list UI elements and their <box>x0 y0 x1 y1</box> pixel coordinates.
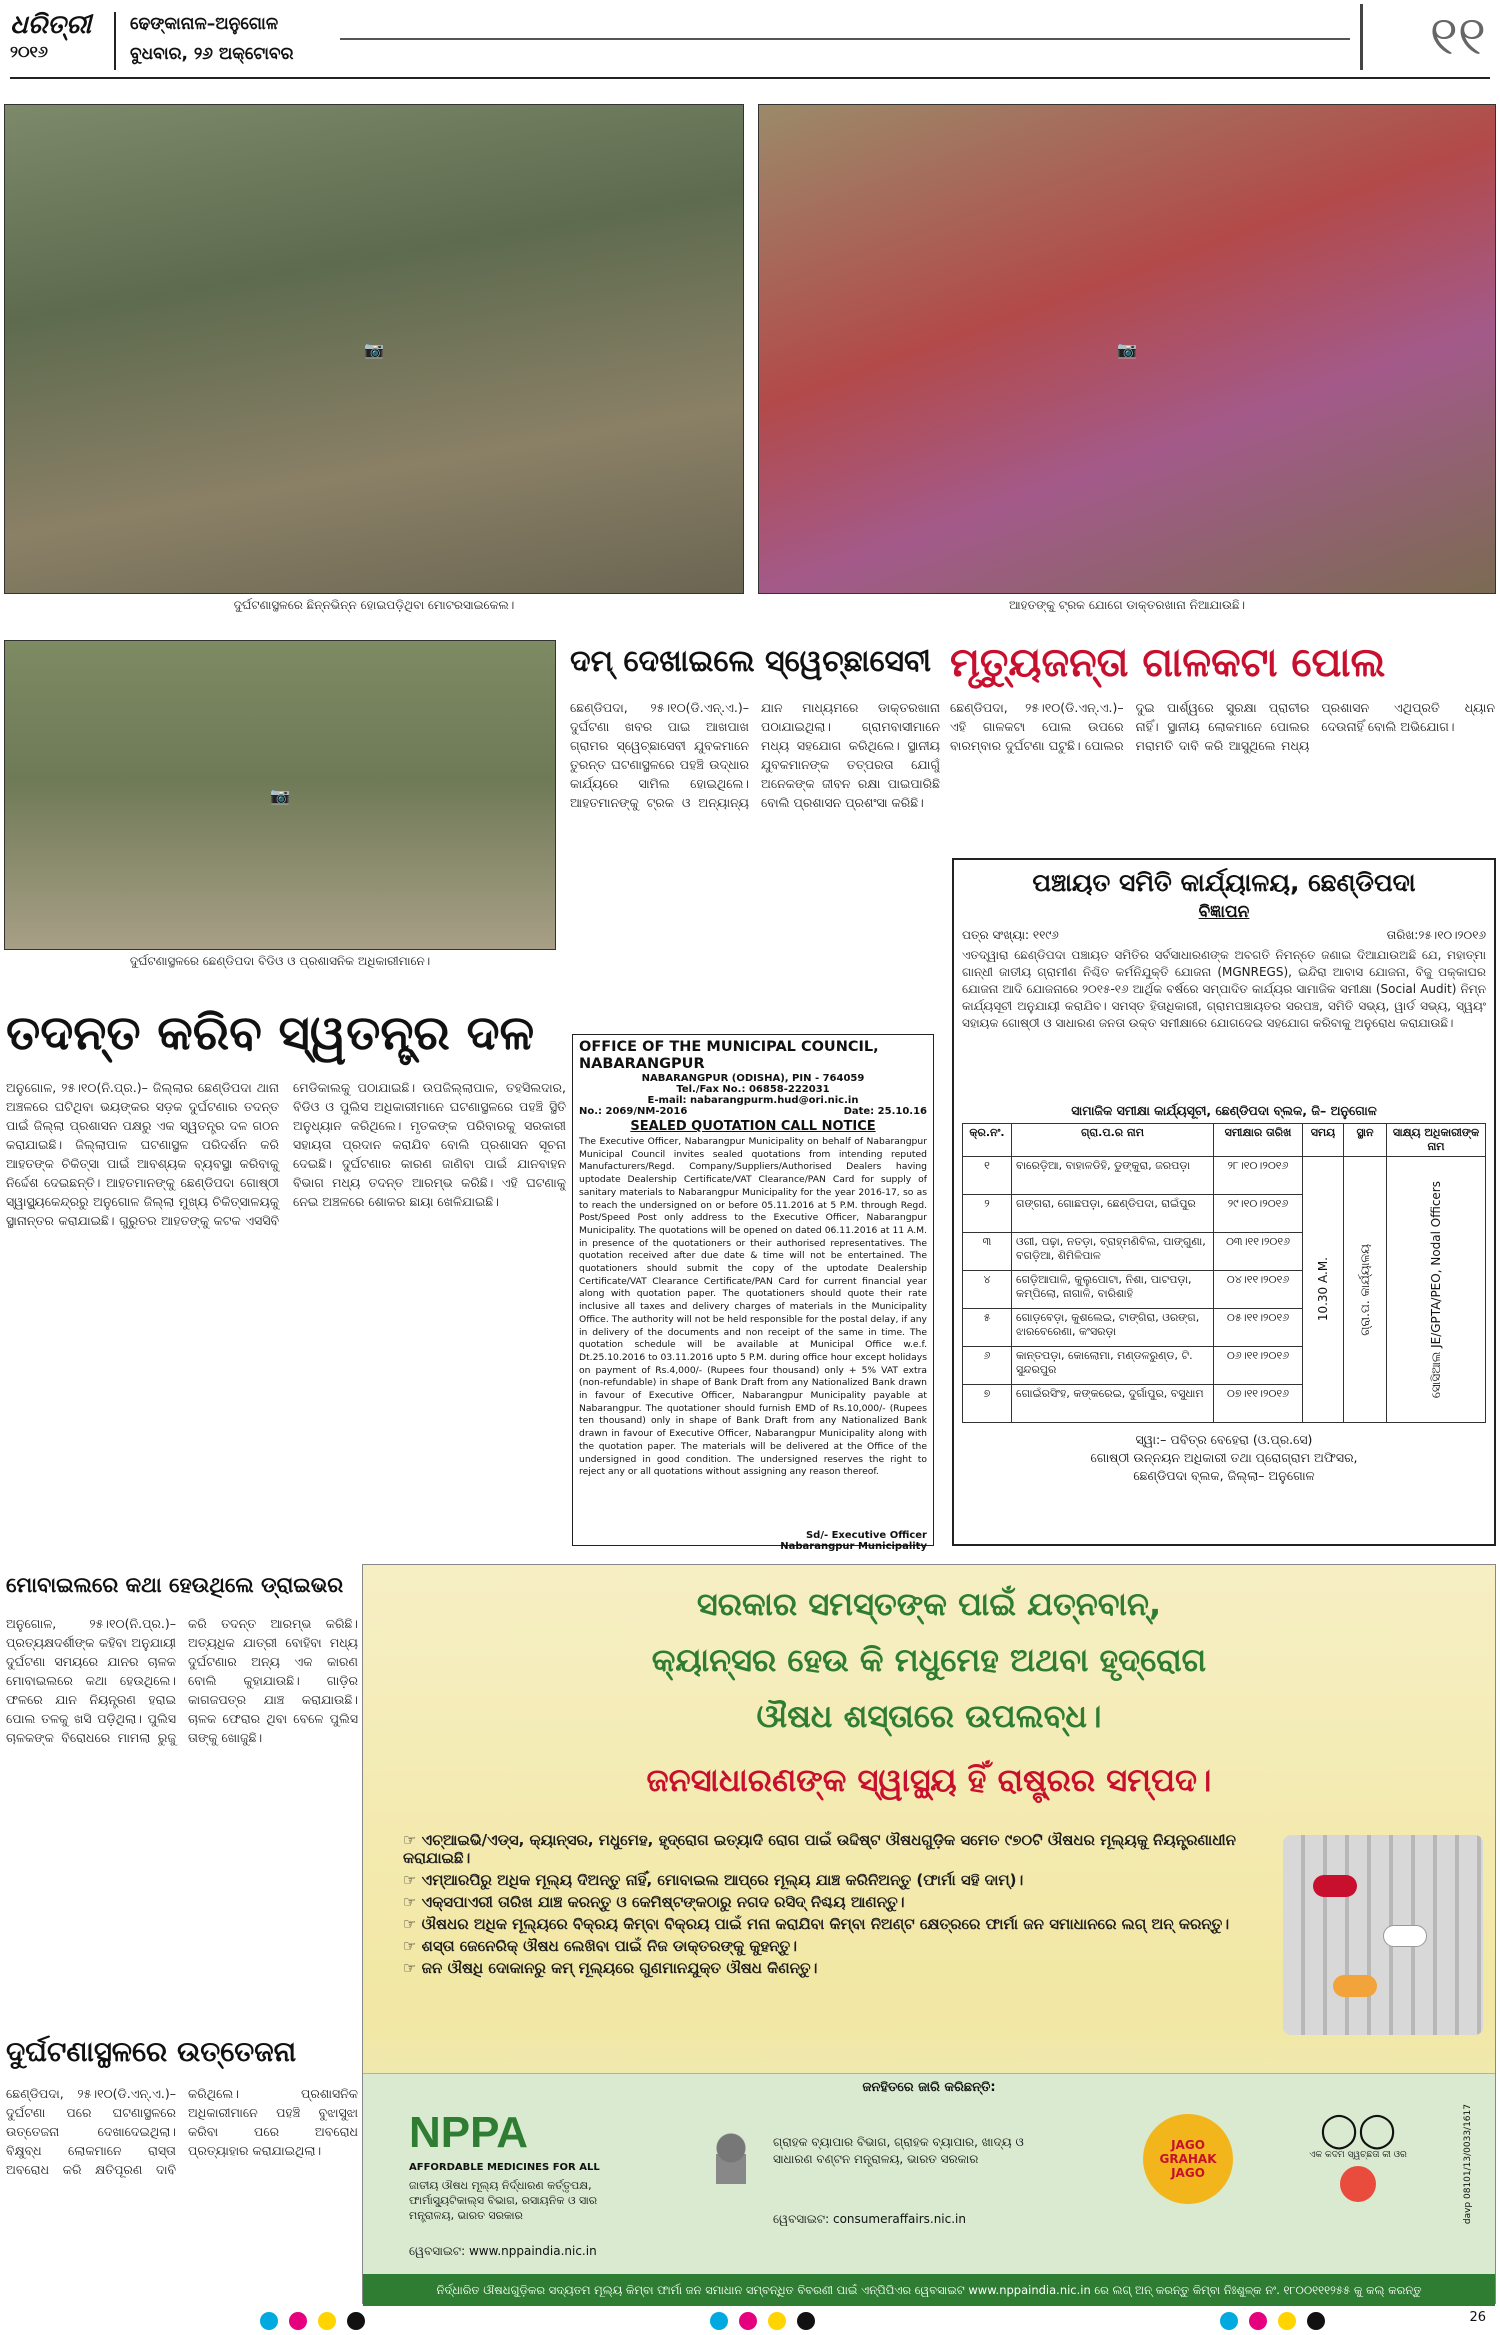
table-row <box>963 1157 1486 1195</box>
ad-bullet-text: ଔଷଧର ଅଧିକ ମୂଲ୍ୟରେ ବିକ୍ରୟ କିମ୍ବା ବିକ୍ରୟ ପାଇଁ ମନା କରାଯିବା କିମ୍ବା ନିଅଣ୍ଟ କ୍ଷେତ୍ରରେ ଫାର୍ମା ଜନ ସମାଧାନରେ ଲଗ୍ ଅନ୍ କରନ୍ତୁ। <box>421 1915 1230 1933</box>
magenta-swatch <box>739 2312 757 2330</box>
magenta-swatch <box>289 2312 307 2330</box>
place-value: ଗ୍ରା.ପ. କାର୍ଯ୍ୟାଳୟ <box>1358 1243 1372 1336</box>
ad-issuer-panel <box>363 2073 1495 2305</box>
photo2-caption: ଆହତଙ୍କୁ ଟ୍ରକ ଯୋଗେ ଡାକ୍ତରଖାନା ନିଆଯାଉଛି। <box>1008 598 1245 612</box>
probe-body: ଅନୁଗୋଳ, ୨୫।୧୦(ନି.ପ୍ର.)– ଜିଲ୍ଲାର ଛେଣ୍ଡିପଦା ଥାନା ଅଞ୍ଚଳରେ ଘଟିଥିବା ଭୟଙ୍କର ସଡ଼କ ଦୁର୍ଘଟଣାର ତଦନ୍ତ ପାଇଁ ଜିଲ୍ଲା ପ୍ରଶାସନ ପକ୍ଷରୁ ଏକ ସ୍ୱତନ୍ତ୍ର ଦଳ ଗଠନ କରାଯାଇଛି। ଜିଲ୍ଲାପାଳ ଘଟଣାସ୍ଥଳ ପରିଦର୍ଶନ କରି ଆହତଙ୍କ ଚିକିତ୍ସା ପାଇଁ ଆବଶ୍ୟକ ବ୍ୟବସ୍ଥା କରିବାକୁ ନିର୍ଦ୍ଦେଶ ଦେଇଛନ୍ତି। ଆହତମାନଙ୍କୁ ଛେଣ୍ଡିପଦା ଗୋଷ୍ଠୀ ସ୍ୱାସ୍ଥ୍ୟକେନ୍ଦ୍ରରୁ ଅନୁଗୋଳ ଜିଲ୍ଲା ମୁଖ୍ୟ ଚିକିତ୍ସାଳୟକୁ ସ୍ଥାନାନ୍ତର କରାଯାଇଛି। ଗୁରୁତର ଆହତଙ୍କୁ କଟକ ଏସସିବି ମେଡିକାଲକୁ ପଠାଯାଇଛି। ଉପଜିଲ୍ଲାପାଳ, ତହସିଲଦାର, ବିଡିଓ ଓ ପୁଲିସ ଅଧିକାରୀମାନେ ଘଟଣାସ୍ଥଳରେ ପହଞ୍ଚି ସ୍ଥିତି ଅନୁଧ୍ୟାନ କରିଥିଲେ। ମୃତକଙ୍କ ପରିବାରକୁ ସରକାରୀ ସହାୟତା ପ୍ରଦାନ କରାଯିବ ବୋଲି ପ୍ରଶାସନ ସୂଚନା ଦେଇଛି। ଦୁର୍ଘଟଣାର କାରଣ ଜାଣିବା ପାଇଁ ଯାନବାହନ ବିଭାଗ ମଧ୍ୟ ତଦନ୍ତ ଆରମ୍ଭ କରିଛି। ଏହି ଘଟଣାକୁ ନେଇ ଅଞ୍ଚଳରେ ଶୋକର ଛାୟା ଖେଳିଯାଇଛି। <box>6 1080 566 1228</box>
place-cell <box>1344 1157 1387 1423</box>
masthead-logo <box>10 8 110 74</box>
ad-bullet-text: ଶସ୍ତା ଜେନେରିକ୍ ଔଷଧ ଲେଖିବା ପାଇଁ ନିଜ ଡାକ୍ତରଙ୍କୁ କୁହନ୍ତୁ। <box>421 1937 797 1955</box>
col-place: ସ୍ଥାନ <box>1344 1124 1387 1157</box>
logo-text: ଧରିତ୍ରୀ <box>10 10 92 40</box>
pill-icon <box>1313 1875 1357 1897</box>
municipal-email: E-mail: nabarangpurm.hud@ori.nic.in <box>647 1095 859 1106</box>
color-registration-marks <box>710 2312 821 2334</box>
ad-bullet-list <box>403 1827 1263 1981</box>
panchayat-ref: ପତ୍ର ସଂଖ୍ୟା: ୧୧୯୬ <box>962 928 1059 942</box>
footer-page-label: 26 <box>1469 2310 1486 2325</box>
ad-headline-4: ଜନସାଧାରଣଙ୍କ ସ୍ୱାସ୍ଥ୍ୟ ହିଁ ରାଷ୍ଟ୍ରର ସମ୍ପଦ। <box>646 1761 1212 1799</box>
municipal-signature-2: Nabarangpur Municipality <box>780 1541 927 1552</box>
ad-bullet: ☞ ଏମ୍‌ଆରପିରୁ ଅଧିକ ମୂଲ୍ୟ ଦିଅନ୍ତୁ ନାହିଁ, ମୋବାଇଲ ଆପ୍‌ରେ ମୂଲ୍ୟ ଯାଞ୍ଚ କରିନିଅନ୍ତୁ (ଫାର୍ମା ସହି ଦାମ୍)। <box>403 1871 1024 1889</box>
officer-cell <box>1387 1157 1486 1423</box>
ad-bullet-text: ଏମ୍‌ଆରପିରୁ ଅଧିକ ମୂଲ୍ୟ ଦିଅନ୍ତୁ ନାହିଁ, ମୋବାଇଲ ଆପ୍‌ରେ ମୂଲ୍ୟ ଯାଞ୍ଚ କରିନିଅନ୍ତୁ (ଫାର୍ମା ସହି ଦାମ୍)। <box>421 1871 1024 1889</box>
pill-icon <box>1383 1925 1427 1947</box>
yellow-swatch <box>768 2312 786 2330</box>
black-swatch <box>797 2312 815 2330</box>
tension-body: ଛେଣ୍ଡିପଦା, ୨୫।୧୦(ଡି.ଏନ୍.ଏ.)– ଦୁର୍ଘଟଣା ପରେ ଘଟଣାସ୍ଥଳରେ ଉତ୍ତେଜନା ଦେଖାଦେଇଥିଲା। ବିକ୍ଷୁବ୍ଧ ଲୋକମାନେ ରାସ୍ତା ଅବରୋଧ କରି କ୍ଷତିପୂରଣ ଦାବି କରିଥିଲେ। ପ୍ରଶାସନିକ ଅଧିକାରୀମାନେ ପହଞ୍ଚି ବୁଝାସୁଝା କରିବା ପରେ ଅବରୋଧ ପ୍ରତ୍ୟାହାର କରାଯାଇଥିଲା। <box>6 2086 358 2177</box>
row-date: ୦୭।୧୧।୨୦୧୬ <box>1214 1385 1303 1423</box>
ad-headline-1: ସରକାର ସମସ୍ତଙ୍କ ପାଇଁ ଯତ୍ନବାନ୍, <box>696 1585 1162 1623</box>
swachh-text: ଏକ କଦମ ସ୍ୱଚ୍ଛତା କୀ ଓର <box>1309 2150 1407 2160</box>
medicine-pack-graphic <box>1283 1835 1483 2035</box>
ad-bullet-text: ଜନ ଔଷଧି ଦୋକାନରୁ କମ୍ ମୂଲ୍ୟରେ ଗୁଣମାନଯୁକ୍ତ ଔଷଧ କିଣନ୍ତୁ। <box>421 1959 818 1977</box>
municipal-ref-row <box>579 1106 927 1117</box>
nppa-web: ୱେବସାଇଟ: www.nppaindia.nic.in <box>409 2244 597 2258</box>
masthead-bottom-rule <box>10 77 1490 79</box>
ad-bullet: ☞ ଶସ୍ତା ଜେନେରିକ୍ ଔଷଧ ଲେଖିବା ପାଇଁ ନିଜ ଡାକ୍ତରଙ୍କୁ କୁହନ୍ତୁ। <box>403 1937 797 1955</box>
volunteers-body: ଛେଣ୍ଡିପଦା, ୨୫।୧୦(ଡି.ଏନ୍.ଏ.)– ଦୁର୍ଘଟଣା ଖବର ପାଇ ଆଖପାଖ ଗ୍ରାମର ସ୍ୱେଚ୍ଛାସେବୀ ଯୁବକମାନେ ତୁରନ୍ତ ଘଟଣାସ୍ଥଳରେ ପହଞ୍ଚି ଉଦ୍ଧାର କାର୍ଯ୍ୟରେ ସାମିଲ ହୋଇଥିଲେ। ଆହତମାନଙ୍କୁ ଟ୍ରକ ଓ ଅନ୍ୟାନ୍ୟ ଯାନ ମାଧ୍ୟମରେ ଡାକ୍ତରଖାନା ପଠାଯାଇଥିଲା। ଗ୍ରାମବାସୀମାନେ ମଧ୍ୟ ସହଯୋଗ କରିଥିଲେ। ସ୍ଥାନୀୟ ଯୁବକମାନଙ୍କ ତତ୍ପରତା ଯୋଗୁଁ ଅନେକଙ୍କ ଜୀବନ ରକ୍ଷା ପାଇପାରିଛି ବୋଲି ପ୍ରଶାସନ ପ୍ରଶଂସା କରିଛି। <box>570 700 940 810</box>
panchayat-body: ଏତଦ୍ୱାରା ଛେଣ୍ଡିପଦା ପଞ୍ଚାୟତ ସମିତିର ସର୍ବସାଧାରଣଙ୍କ ଅବଗତି ନିମନ୍ତେ ଜଣାଇ ଦିଆଯାଉଅଛି ଯେ, ମହାତ୍ମା ଗାନ୍ଧୀ ଜାତୀୟ ଗ୍ରାମୀଣ ନିଶ୍ଚିତ କର୍ମନିଯୁକ୍ତି ଯୋଜନା (MGNREGS), ଇନ୍ଦିରା ଆବାସ ଯୋଜନା, ବିଜୁ ପକ୍କାଘର ଯୋଜନା ଆଦି ଯୋଜନାରେ ୨୦୧୫-୧୬ ଆର୍ଥିକ ବର୍ଷରେ ସମ୍ପାଦିତ କାର୍ଯ୍ୟର ସାମାଜିକ ସମୀକ୍ଷା (Social Audit) ନିମ୍ନ କାର୍ଯ୍ୟସୂଚୀ ଅନୁଯାୟୀ କରାଯିବ। ସମସ୍ତ ହିତାଧିକାରୀ, ଗ୍ରାମପଞ୍ଚାୟତର ସରପଞ୍ଚ, ସମିତି ସଭ୍ୟ, ୱାର୍ଡ ସଭ୍ୟ, ସ୍ୱୟଂ ସହାୟକ ଗୋଷ୍ଠୀ ଓ ସାଧାରଣ ଜନତା ଉକ୍ତ ସମୀକ୍ଷାରେ ଯୋଗଦେଇ ସହଯୋଗ କରିବାକୁ ଅନୁରୋଧ କରାଯାଉଛି। <box>962 948 1486 1030</box>
time-value: 10.30 A.M. <box>1316 1257 1330 1322</box>
photo-placeholder-icon: 📷 <box>1117 339 1137 359</box>
page-number: ୧୧ <box>1360 4 1490 70</box>
jago-text: JAGO GRAHAK JAGO <box>1159 2138 1217 2180</box>
row-no: ୫ <box>963 1309 1012 1347</box>
pill-icon <box>1333 1975 1377 1997</box>
row-date: ୦୫।୧୧।୨୦୧୬ <box>1214 1309 1303 1347</box>
jago-grahak-logo <box>1143 2114 1233 2204</box>
row-date: ୨୯।୧୦।୨୦୧୬ <box>1214 1195 1303 1233</box>
social-audit-table <box>962 1123 1486 1423</box>
davp-code: davp 08101/13/0033/1617 <box>1463 2104 1473 2225</box>
nppa-tagline: AFFORDABLE MEDICINES FOR ALL <box>409 2162 600 2173</box>
masthead-divider <box>114 12 116 70</box>
row-no: ୪ <box>963 1271 1012 1309</box>
photo1-caption: ଦୁର୍ଘଟଣାସ୍ଥଳରେ ଛିନ୍ନଭିନ୍ନ ହୋଇପଡ଼ିଥିବା ମୋଟରସାଇକେଲ। <box>233 598 515 612</box>
photo-injured-truck <box>758 104 1496 594</box>
row-no: ୧ <box>963 1157 1012 1195</box>
ad-bullet: ☞ ଜନ ଔଷଧି ଦୋକାନରୁ କମ୍ ମୂଲ୍ୟରେ ଗୁଣମାନଯୁକ୍ତ ଔଷଧ କିଣନ୍ତୁ। <box>403 1959 818 1977</box>
yellow-swatch <box>318 2312 336 2330</box>
row-no: ୬ <box>963 1347 1012 1385</box>
panchayat-ref-row <box>962 928 1486 943</box>
ad-footer: ନିର୍ଦ୍ଧାରିତ ଔଷଧଗୁଡ଼ିକର ସଦ୍ୟତମ ମୂଲ୍ୟ କିମ୍ବା ଫାର୍ମା ଜନ ସମାଧାନ ସମ୍ବନ୍ଧିତ ବିବରଣୀ ପାଇଁ ଏନ୍‌ପିପିଏର ୱେବସାଇଟ www.nppaindia.nic.in ରେ ଲଗ୍ ଅନ୍ କରନ୍ତୁ କିମ୍ବା ନିଃଶୁଳ୍କ ନଂ. ୧୮୦୦୧୧୧୨୫୫ କୁ କଲ୍ କରନ୍ତୁ <box>363 2274 1495 2306</box>
row-gp: ଗଙ୍ଗରା, ଗୋଛପଡ଼ା, ଛେଣ୍ଡିପଦା, ରାଇଁପୁର <box>1012 1195 1214 1233</box>
yellow-swatch <box>1278 2312 1296 2330</box>
col-officer: ସାକ୍ଷ୍ୟ ଅଧିକାରୀଙ୍କ ନାମ <box>1387 1124 1486 1157</box>
masthead-edition: ଢେଙ୍କାନାଳ–ଅନୁଗୋଳ <box>130 14 279 34</box>
row-gp: ଗେଡ଼ିଆପାଳି, କୁଲୁପୋଟା, ନିଶା, ପାଟପଡ଼ା, କମ୍ପିଲୋ, ନାଗାଳି, ବାରିଶାହି <box>1012 1271 1214 1309</box>
panchayat-table-title: ସାମାଜିକ ସମୀକ୍ଷା କାର୍ଯ୍ୟସୂଚୀ, ଛେଣ୍ଡିପଦା ବ୍ଲକ, ଜି– ଅନୁଗୋଳ <box>1071 1103 1377 1118</box>
black-swatch <box>1307 2312 1325 2330</box>
ad-headline-3: ଔଷଧ ଶସ୍ତାରେ ଉପଲବ୍ଧ। <box>756 1697 1102 1735</box>
driver-headline: ମୋବାଇଲରେ କଥା ହେଉଥିଲେ ଡ୍ରାଇଭର <box>6 1573 344 1597</box>
nppa-logo: NPPA <box>409 2108 528 2157</box>
col-time: ସମୟ <box>1303 1124 1344 1157</box>
color-registration-marks <box>1220 2312 1331 2334</box>
row-date: ୨୮।୧୦।୨୦୧୬ <box>1214 1157 1303 1195</box>
col-gp: ଗ୍ରା.ପ.ର ନାମ <box>1012 1124 1214 1157</box>
municipal-title: SEALED QUOTATION CALL NOTICE <box>630 1119 876 1134</box>
tension-headline: ଦୁର୍ଘଟଣାସ୍ଥଳରେ ଉତ୍ତେଜନା <box>6 2035 297 2068</box>
panchayat-notice <box>952 858 1496 1546</box>
volunteers-headline: ଦମ୍ ଦେଖାଇଲେ ସ୍ୱେଚ୍ଛାସେବୀ <box>570 644 932 679</box>
row-no: ୭ <box>963 1385 1012 1423</box>
nppa-advertisement <box>362 1564 1496 2304</box>
panchayat-ref-date: ତାରିଖ:୨୫।୧୦।୨୦୧୬ <box>1386 928 1486 942</box>
col-no: କ୍ର.ନଂ. <box>963 1124 1012 1157</box>
masthead-rule <box>340 38 1350 40</box>
photo-officials <box>4 640 556 950</box>
signature-line1: ସ୍ୱା:– ପବିତ୍ର ବେହେରା (ଓ.ପ୍ର.ସେ) <box>1135 1432 1313 1447</box>
photo-accident-scene <box>4 104 744 594</box>
page-footer <box>10 2310 1490 2332</box>
panchayat-title: ପଞ୍ଚାୟତ ସମିତି କାର୍ଯ୍ୟାଳୟ, ଛେଣ୍ଡିପଦା <box>1032 868 1416 897</box>
municipal-signature-1: Sd/- Executive Officer <box>805 1530 927 1541</box>
ad-bullet: ☞ ଏକ୍ସପାଏରୀ ତାରିଖ ଯାଞ୍ଚ କରନ୍ତୁ ଓ କେମିଷ୍ଟଙ୍କଠାରୁ ନଗଦ ରସିଦ୍ ନିଶ୍ଚୟ ଆଣନ୍ତୁ। <box>403 1893 905 1911</box>
row-gp: ବାରେଡ଼ିଆ, ବାହାଳଡିହି, ଡୁଙ୍କୁରା, ଜରପଡ଼ା <box>1012 1157 1214 1195</box>
municipal-telfax: Tel./Fax No.: 06858-222031 <box>676 1084 830 1095</box>
signature-line3: ଛେଣ୍ଡିପଦା ବ୍ଲକ, ଜିଲ୍ଲା– ଅନୁଗୋଳ <box>1133 1468 1315 1483</box>
panchayat-signature <box>962 1431 1486 1485</box>
municipal-body: The Executive Officer, Nabarangpur Municipality on behalf of Nabarangpur Municipal Council invites sealed quotations from intending reputed Manufacturers/Regd. Company/Suppliers/Authorised Dealers having uptodate Dealership Certificate/VAT Clearance/PAN Card for supply of sanitary materials to Nabarangpur Municipality for the year 2016-17, so as to reach the undersigned on or before 05.11.2016 at 5 P.M. through Regd. Post/Speed Post only address to the Executive Officer, Nabarangpur Municipality. The quotations will be opened on dated 06.11.2016 at 11 A.M. in presence of the quotationers or their authorised representatives. The quotation received after due date & time will not be entertained. The quotationers should submit the copy of the uptodate Dealership Certificate/VAT Clearance Certificate/PAN Card for current financial year along with quotation paper. The quotationers should quote their rate inclusive all taxes and delivery charges of materials in the Municipality Office. The authority will not be held responsible for the postal delay, if any in delivery of the documents and non receipt of the same in time. The quotation schedule will be available at Municipal Office w.e.f. Dt.25.10.2016 to 03.11.2016 upto 5 P.M. during office hour except holidays on payment of Rs.4,000/- (Rupees four thousand) only + 5% VAT extra (non-refundable) in shape of Bank Draft from any Nationalized Bank drawn in favour of Executive Officer, Nabarangpur Municipality payable at Nabarangpur. The quotationer should furnish EMD of Rs.10,000/- (Rupees ten thousand) only in shape of Bank Draft from any Nationalized Bank drawn in favour of Executive Officer, Nabarangpur Municipality along with the quotation paper. The materials will be delivered at the Office of the undersigned in good condition. The undersigned reserves the right to reject any or all quotations without assigning any reason thereof. <box>579 1136 927 1478</box>
ad-bullet: ☞ ଔଷଧର ଅଧିକ ମୂଲ୍ୟରେ ବିକ୍ରୟ କିମ୍ବା ବିକ୍ରୟ ପାଇଁ ମନା କରାଯିବା କିମ୍ବା ନିଅଣ୍ଟ କ୍ଷେତ୍ରରେ ଫାର୍ମା ଜନ ସମାଧାନରେ ଲଗ୍ ଅନ୍ କରନ୍ତୁ। <box>403 1915 1230 1933</box>
black-swatch <box>347 2312 365 2330</box>
panchayat-subtitle: ବିଜ୍ଞାପନ <box>1198 902 1250 922</box>
masthead-year: ୨୦୧୬ <box>10 42 48 61</box>
row-no: ୩ <box>963 1233 1012 1271</box>
color-registration-marks <box>260 2312 371 2334</box>
ad-bullet: ☞ ଏଚ୍‌ଆଇଭି/ଏଡ୍‌ସ, କ୍ୟାନ୍ସର, ମଧୁମେହ, ହୃଦ୍‌ରୋଗ ଇତ୍ୟାଦି ରୋଗ ପାଇଁ ଉଦ୍ଦିଷ୍ଟ ଔଷଧଗୁଡ଼ିକ ସମେତ ୯୭୦ଟି ଔଷଧର ମୂଲ୍ୟକୁ ନିୟନ୍ତ୍ରଣାଧୀନ କରାଯାଇଛି। <box>403 1831 1236 1867</box>
mascot-icon <box>1340 2166 1376 2202</box>
municipal-notice <box>572 1034 934 1552</box>
masthead <box>10 4 1490 74</box>
officer-value: ସୋସିଆଲ JE/GPTA/PEO, Nodal Officers <box>1429 1180 1443 1399</box>
consumer-org: ଗ୍ରାହକ ବ୍ୟାପାର ବିଭାଗ, ଗ୍ରାହକ ବ୍ୟାପାର, ଖାଦ୍ୟ ଓ ସାଧାରଣ ବଣ୍ଟନ ମନ୍ତ୍ରାଳୟ, ଭାରତ ସରକାର <box>773 2135 1024 2166</box>
photo3-caption: ଦୁର୍ଘଟଣାସ୍ଥଳରେ ଛେଣ୍ଡିପଦା ବିଡିଓ ଓ ପ୍ରଶାସନିକ ଅଧିକାରୀମାନେ। <box>129 954 431 968</box>
municipal-number: No.: 2069/NM-2016 <box>579 1106 688 1117</box>
row-gp: କାନ୍ତପଡ଼ା, କୋଲୋମା, ମଣ୍ଡଳରୁଣ୍ଡ, ଟି. ସୁନ୍ଦରପୁର <box>1012 1347 1214 1385</box>
photo-placeholder-icon: 📷 <box>364 339 384 359</box>
masthead-date: ବୁଧବାର, ୨୬ ଅକ୍ଟୋବର <box>130 44 294 64</box>
row-date: ୦୬।୧୧।୨୦୧୬ <box>1214 1347 1303 1385</box>
time-cell <box>1303 1157 1344 1423</box>
bridge-body: ଛେଣ୍ଡିପଦା, ୨୫।୧୦(ଡି.ଏନ୍.ଏ.)– ଏହି ଗାଳକଟା ପୋଲ ଉପରେ ବାରମ୍ବାର ଦୁର୍ଘଟଣା ଘଟୁଛି। ପୋଲର ଦୁଇ ପାର୍ଶ୍ୱରେ ସୁରକ୍ଷା ପ୍ରାଚୀର ନାହିଁ। ସ୍ଥାନୀୟ ଲୋକମାନେ ପୋଲର ମରାମତି ଦାବି କରି ଆସୁଥିଲେ ମଧ୍ୟ ପ୍ରଶାସନ ଏଥିପ୍ରତି ଧ୍ୟାନ ଦେଉନାହିଁ ବୋଲି ଅଭିଯୋଗ। <box>950 700 1495 753</box>
ad-headline-2: କ୍ୟାନ୍ସର ହେଉ କି ମଧୁମେହ ଅଥବା ହୃଦ୍‌ରୋଗ <box>651 1641 1207 1679</box>
municipal-address: NABARANGPUR (ODISHA), PIN - 764059 <box>641 1073 865 1084</box>
row-no: ୨ <box>963 1195 1012 1233</box>
signature-line2: ଗୋଷ୍ଠୀ ଉନ୍ନୟନ ଅଧିକାରୀ ତଥା ପ୍ରୋଗ୍ରାମ ଅଫିସର, <box>1090 1450 1358 1465</box>
probe-headline: ତଦନ୍ତ କରିବ ସ୍ୱତନ୍ତ୍ର ଦଳ <box>6 1005 535 1061</box>
nppa-org: ଜାତୀୟ ଔଷଧ ମୂଲ୍ୟ ନିର୍ଦ୍ଧାରଣ କର୍ତ୍ତୃପକ୍ଷ, ଫାର୍ମାସ୍ୟୁଟିକାଲ୍ସ ବିଭାଗ, ରସାୟନିକ ଓ ସାର ମନ୍ତ୍ରାଳୟ, ଭାରତ ସରକାର <box>409 2179 598 2222</box>
col-date: ସମୀକ୍ଷାର ତାରିଖ <box>1214 1124 1303 1157</box>
issued-by: ଜନହିତରେ ଜାରି କରିଛନ୍ତି: <box>862 2080 996 2095</box>
ad-bullet-text: ଏଚ୍‌ଆଇଭି/ଏଡ୍‌ସ, କ୍ୟାନ୍ସର, ମଧୁମେହ, ହୃଦ୍‌ରୋଗ ଇତ୍ୟାଦି ରୋଗ ପାଇଁ ଉଦ୍ଦିଷ୍ଟ ଔଷଧଗୁଡ଼ିକ ସମେତ ୯୭୦ଟି ଔଷଧର ମୂଲ୍ୟକୁ ନିୟନ୍ତ୍ରଣାଧୀନ କରାଯାଇଛି। <box>403 1831 1236 1867</box>
ad-bullet-text: ଏକ୍ସପାଏରୀ ତାରିଖ ଯାଞ୍ଚ କରନ୍ତୁ ଓ କେମିଷ୍ଟଙ୍କଠାରୁ ନଗଦ ରସିଦ୍ ନିଶ୍ଚୟ ଆଣନ୍ତୁ। <box>421 1893 905 1911</box>
table-header-row <box>963 1124 1486 1157</box>
emblem-icon <box>703 2124 759 2204</box>
row-gp: ଓଗୀ, ପଢ଼ା, ନତଡ଼ା, ବ୍ରାହ୍ମଣିବିଲ, ପାଙ୍ଗୁଣା, ବଗଡ଼ିଆ, ଶିମିଳିପାଳ <box>1012 1233 1214 1271</box>
cyan-swatch <box>710 2312 728 2330</box>
row-date: ୦୪।୧୧।୨୦୧୬ <box>1214 1271 1303 1309</box>
glasses-icon: ◯◯ <box>1319 2110 1397 2150</box>
consumer-web: ୱେବସାଇଟ: consumeraffairs.nic.in <box>773 2212 966 2226</box>
row-gp: ଗୋଇଁରସିଂହ, କଙ୍କରେଇ, ଦୁର୍ଗାପୁର, ବସୁଧାମ <box>1012 1385 1214 1423</box>
bridge-headline: ମୃତ୍ୟୁଜନ୍ତା ଗାଳକଟା ପୋଲ <box>950 640 1386 686</box>
magenta-swatch <box>1249 2312 1267 2330</box>
municipal-office: OFFICE OF THE MUNICIPAL COUNCIL, NABARANGPUR <box>579 1039 879 1072</box>
swachh-bharat-logo <box>1283 2110 1433 2220</box>
driver-body: ଅନୁଗୋଳ, ୨୫।୧୦(ନି.ପ୍ର.)– ପ୍ରତ୍ୟକ୍ଷଦର୍ଶୀଙ୍କ କହିବା ଅନୁଯାୟୀ ଦୁର୍ଘଟଣା ସମୟରେ ଯାନର ଚାଳକ ମୋବାଇଲରେ କଥା ହେଉଥିଲେ। ଫଳରେ ଯାନ ନିୟନ୍ତ୍ରଣ ହରାଇ ପୋଲ ତଳକୁ ଖସି ପଡ଼ିଥିଲା। ପୁଲିସ ଚାଳକଙ୍କ ବିରୋଧରେ ମାମଲା ରୁଜୁ କରି ତଦନ୍ତ ଆରମ୍ଭ କରିଛି। ଅତ୍ୟଧିକ ଯାତ୍ରୀ ବୋହିବା ମଧ୍ୟ ଦୁର୍ଘଟଣାର ଅନ୍ୟ ଏକ କାରଣ ବୋଲି କୁହାଯାଉଛି। ଗାଡ଼ିର କାଗଜପତ୍ର ଯାଞ୍ଚ କରାଯାଉଛି। ଚାଳକ ଫେରାର ଥିବା ବେଳେ ପୁଲିସ ତାଙ୍କୁ ଖୋଜୁଛି। <box>6 1616 358 1745</box>
cyan-swatch <box>260 2312 278 2330</box>
municipal-date: Date: 25.10.16 <box>843 1106 927 1117</box>
photo-placeholder-icon: 📷 <box>270 785 290 805</box>
row-date: ୦୩।୧୧।୨୦୧୬ <box>1214 1233 1303 1271</box>
row-gp: ଗୋଡ଼ବେଡ଼ା, କୁଶଲେଇ, ଟାଙ୍ଗିରା, ଓରଙ୍ଗ, ଝାରବେରେଣା, କଂସରଡ଼ା <box>1012 1309 1214 1347</box>
cyan-swatch <box>1220 2312 1238 2330</box>
